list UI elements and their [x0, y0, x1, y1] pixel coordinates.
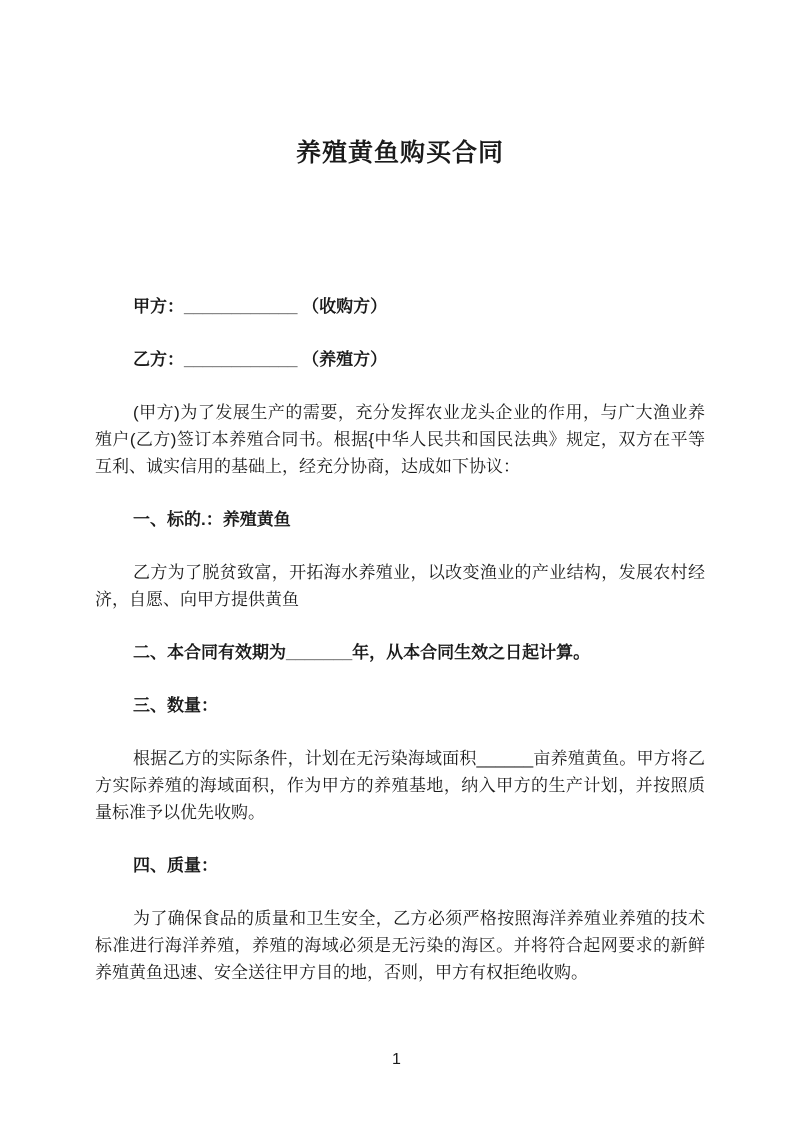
clause-3-heading: 三、数量： [133, 696, 218, 715]
clause-4-body: 为了确保食品的质量和卫生安全，乙方必须严格按照海洋养殖业养殖的技术标准进行海洋养殖，养殖的海域必须是无污染的海区。并将符合起网要求的新鲜养殖黄鱼迅速、安全送往甲方目的地，否则，甲方有权拒绝收购。 [95, 909, 705, 982]
clause-4-heading: 四、质量： [133, 856, 218, 875]
document-title: 养殖黄鱼购买合同 [295, 139, 504, 167]
party-b-line: 乙方：____________ （养殖方） [133, 350, 388, 369]
preamble-paragraph: (甲方)为了发展生产的需要，充分发挥农业龙头企业的作用，与广大渔业养殖户(乙方)签订本养殖合同书。根据{中华人民共和国民法典》规定，双方在平等互利、诚实信用的基础上，经充分协商，达成如下协议： [95, 403, 705, 476]
page-number: 1 [392, 1051, 401, 1068]
clause-1-body: 乙方为了脱贫致富，开拓海水养殖业，以改变渔业的产业结构，发展农村经济，自愿、向甲方提供黄鱼 [95, 563, 705, 609]
clause-1-heading: 一、标的.：养殖黄鱼 [133, 510, 291, 529]
clause-3-body: 根据乙方的实际条件，计划在无污染海域面积______亩养殖黄鱼。甲方将乙方实际养殖的海域面积，作为甲方的养殖基地，纳入甲方的生产计划，并按照质量标准予以优先收购。 [95, 749, 705, 822]
clause-2-heading: 二、本合同有效期为_______年，从本合同生效之日起计算。 [133, 643, 591, 662]
party-a-line: 甲方：____________ （收购方） [133, 297, 388, 316]
